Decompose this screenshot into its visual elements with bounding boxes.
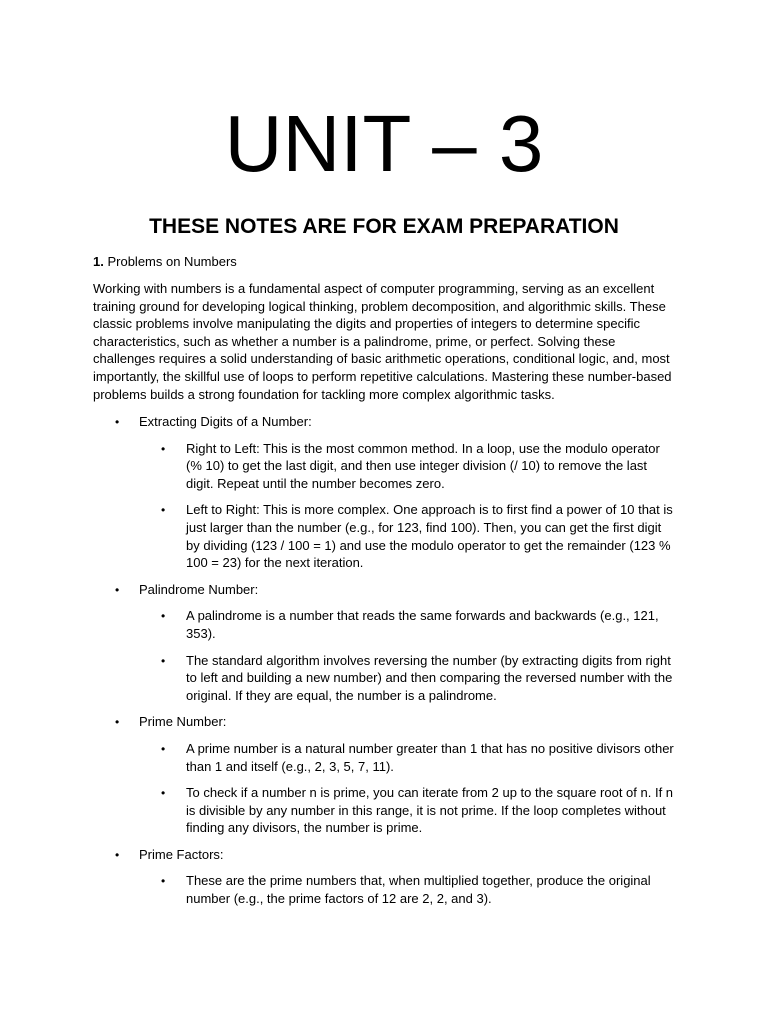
topic-item (0, 413, 768, 572)
bullet-icon: • (161, 503, 166, 518)
topic-point (0, 784, 768, 837)
topic-point-text: Right to Left: This is the most common method. In a loop, use the modulo operator (% 10) to get the last digit, and then use integer division (/ 10) to remove the last digit. Repeat until the number becomes zero. (186, 440, 660, 491)
topic-label: Extracting Digits of a Number: (139, 414, 312, 429)
section-heading (93, 253, 237, 271)
bullet-icon: • (161, 653, 166, 668)
page-subtitle: THESE NOTES ARE FOR EXAM PREPARATION (149, 215, 619, 238)
bullet-icon: • (115, 715, 120, 730)
bullet-icon: • (161, 786, 166, 801)
topic-item (0, 581, 768, 705)
topic-point (0, 872, 768, 907)
bullet-icon: • (161, 609, 166, 624)
bullet-icon: • (161, 741, 166, 756)
bullet-icon: • (161, 441, 166, 456)
bullet-icon: • (115, 582, 120, 597)
intro-paragraph: Working with numbers is a fundamental aspect of computer programming, serving as an excellent training ground for developing logical thinking, problem decomposition, and algorithmic skills. These classic problems involve manipulating the digits and properties of integers to determine specific characteristics, such as whether a number is a palindrome, prime, or perfect. Solving these challenges requires a solid understanding of basic arithmetic operations, conditional logic, and, most importantly, the skillful use of loops to perform repetitive calculations. Mastering these number-based problems builds a strong foundation for tackling more complex algorithmic tasks. (93, 281, 672, 402)
bullet-icon: • (115, 847, 120, 862)
topic-item (0, 713, 768, 837)
topic-point (0, 740, 768, 775)
topic-label: Prime Factors: (139, 846, 224, 862)
topic-label: Palindrome Number: (139, 581, 259, 597)
topic-point (0, 652, 768, 705)
topic-point-text: These are the prime numbers that, when multiplied together, produce the original number (e.g., the prime factors of 12 are 2, 2, and 3). (186, 873, 651, 907)
topic-list (0, 413, 768, 917)
topic-point (0, 501, 768, 571)
topic-label: Prime Number: (139, 714, 227, 730)
section-number: 1. (93, 254, 104, 269)
topic-item (0, 846, 768, 908)
topic-point (0, 607, 768, 642)
bullet-icon: • (161, 874, 166, 889)
topic-point-text: A palindrome is a number that reads the same forwards and backwards (e.g., 121, 353). (186, 608, 659, 641)
bullet-icon: • (115, 415, 120, 429)
topic-point-text: A prime number is a natural number greater than 1 that has no positive divisors other than 1 and itself (e.g., 2, 3, 5, 7, 11). (186, 740, 674, 774)
topic-point-text: To check if a number n is prime, you can iterate from 2 up to the square root of n. If n is divisible by any number in this range, it is not prime. If the loop completes without finding any divisors, the number is prime. (186, 785, 674, 836)
topic-point-text: The standard algorithm involves reversing the number (by extracting digits from right to left and building a new number) and then comparing the reversed number with the original. If they are equal, the number is a palindrome. (186, 652, 673, 703)
topic-point-text: Left to Right: This is more complex. One approach is to first find a power of 10 that is just larger than the number (e.g., for 123, find 100). Then, you can get the first digit by dividing (123 / 100 = 1) and use the modulo operator to get the remainder (123 % 100 = 23) for the next iteration. (186, 502, 673, 571)
unit-title: UNIT – 3 (224, 99, 544, 188)
section-title: Problems on Numbers (107, 254, 237, 269)
topic-point (0, 440, 768, 493)
